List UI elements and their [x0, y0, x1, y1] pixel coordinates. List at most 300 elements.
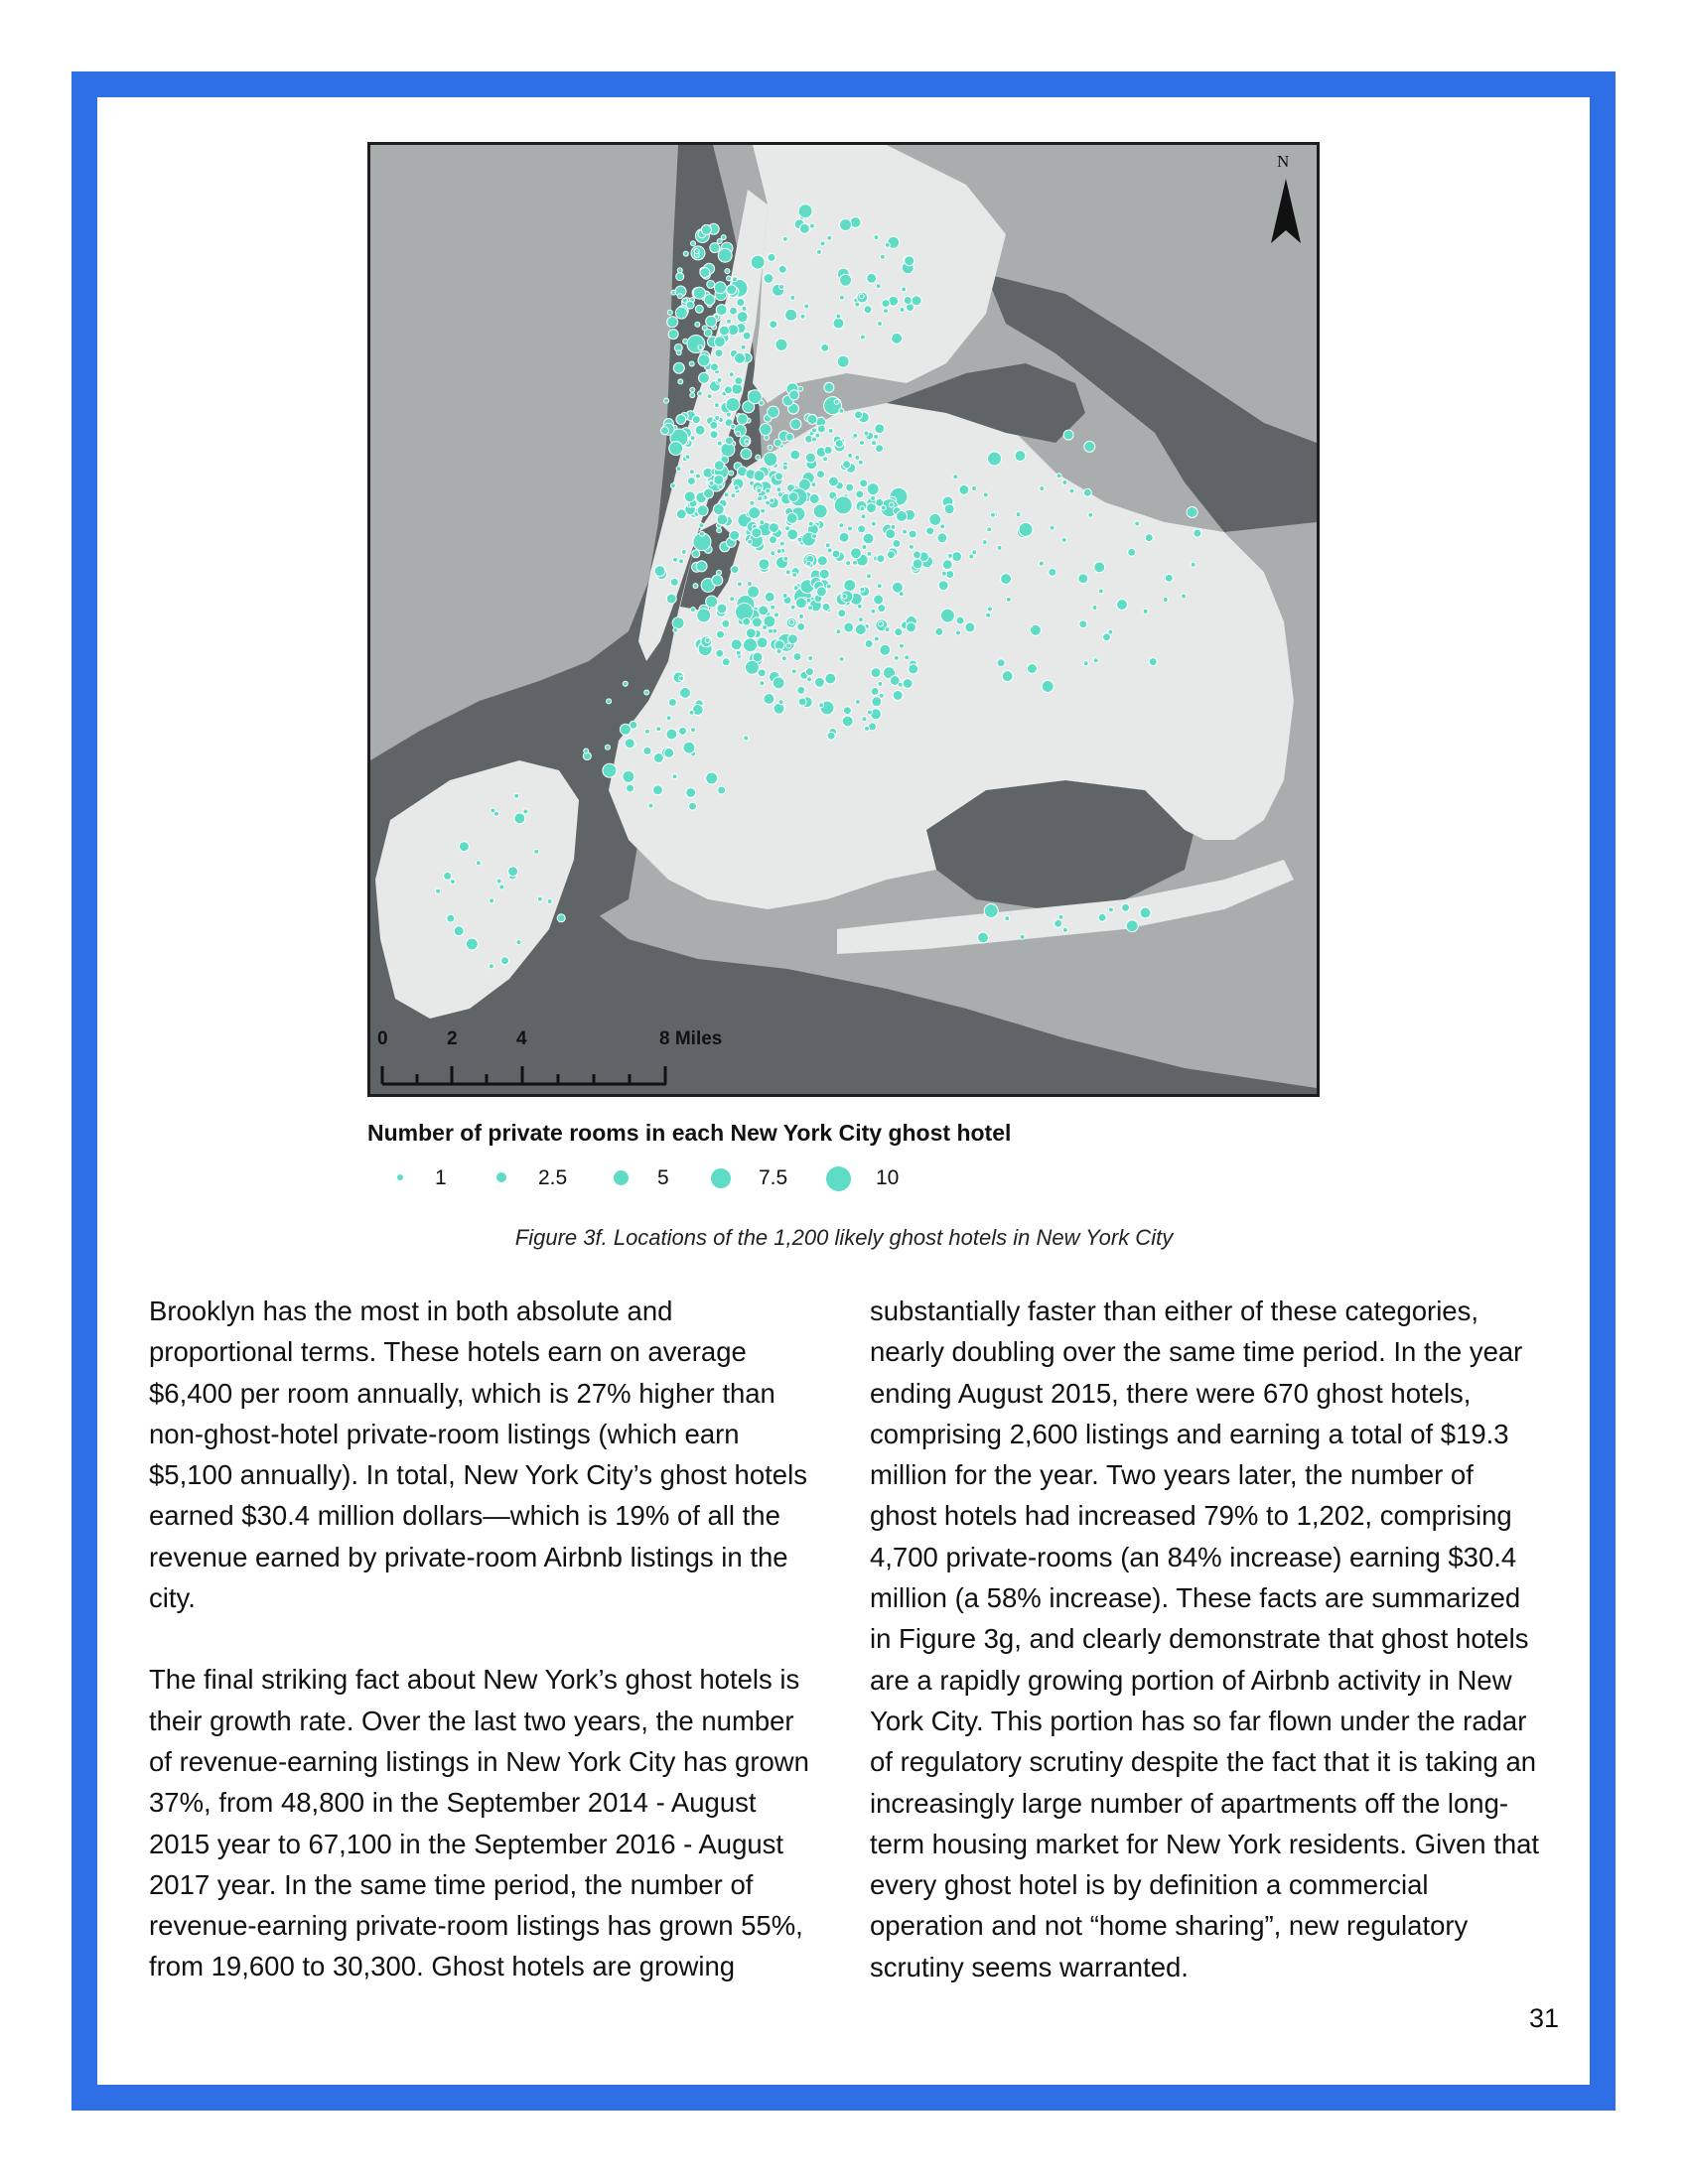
ghost-hotel-dot: [893, 540, 901, 548]
ghost-hotel-dot: [742, 306, 747, 311]
ghost-hotel-dot: [1092, 606, 1097, 611]
ghost-hotel-dot: [676, 415, 686, 425]
ghost-hotel-dot: [812, 534, 817, 539]
ghost-hotel-dot: [834, 496, 852, 514]
ghost-hotel-dot: [692, 550, 700, 558]
ghost-hotel-dot: [867, 273, 877, 283]
ghost-hotel-dot: [729, 471, 734, 476]
ghost-hotel-dot: [1020, 934, 1025, 939]
ghost-hotel-dot: [717, 604, 727, 614]
ghost-hotel-dot: [912, 296, 921, 306]
ghost-hotel-dot: [697, 609, 711, 622]
ghost-hotel-dot: [747, 582, 752, 587]
ghost-hotel-dot: [769, 628, 774, 633]
ghost-hotel-dot: [680, 687, 691, 698]
ghost-hotel-dot: [1005, 916, 1010, 921]
ghost-hotel-dot: [690, 393, 695, 398]
ghost-hotel-dot: [874, 235, 879, 240]
ghost-hotel-dot: [759, 400, 764, 405]
legend-title: Number of private rooms in each New York City ghost hotel: [367, 1120, 1012, 1146]
ghost-hotel-dot: [988, 607, 993, 612]
ghost-hotel-dot: [717, 441, 722, 446]
legend-dot-icon: [826, 1166, 851, 1191]
legend-label: 2.5: [538, 1166, 568, 1189]
ghost-hotel-dot: [795, 598, 806, 609]
ghost-hotel-dot: [1078, 574, 1088, 584]
ghost-hotel-dot: [1108, 907, 1113, 912]
ghost-hotel-dot: [764, 694, 774, 705]
ghost-hotel-dot: [666, 729, 677, 740]
ghost-hotel-dot: [959, 484, 969, 494]
ghost-hotel-dot: [744, 638, 758, 652]
ghost-hotel-dot: [991, 512, 996, 517]
ghost-hotel-dot: [743, 617, 751, 625]
ghost-hotel-dot: [687, 478, 695, 485]
ghost-hotel-dot: [727, 276, 732, 281]
ghost-hotel-dot: [892, 333, 903, 343]
ghost-hotel-dot: [833, 318, 844, 329]
ghost-hotel-dot: [825, 543, 830, 548]
ghost-hotel-dot: [1027, 664, 1037, 674]
ghost-hotel-dot: [1062, 480, 1067, 485]
ghost-hotel-dot: [808, 656, 813, 661]
ghost-hotel-dot: [697, 391, 702, 396]
ghost-hotel-dot: [865, 726, 870, 731]
ghost-hotel-dot: [837, 355, 849, 367]
ghost-hotel-dot: [766, 488, 771, 493]
ghost-hotel-dot: [1079, 620, 1087, 628]
ghost-hotel-dot: [749, 507, 761, 519]
ghost-hotel-dot: [828, 477, 838, 486]
ghost-hotel-dot: [880, 254, 885, 259]
ghost-hotel-dot: [840, 274, 852, 286]
ghost-hotel-dot: [648, 803, 653, 808]
ghost-hotel-dot: [690, 436, 695, 441]
ghost-hotel-dot: [501, 957, 509, 965]
ghost-hotel-dot: [676, 273, 684, 281]
ghost-hotel-dot: [584, 749, 589, 753]
ghost-hotel-dot: [721, 235, 726, 240]
ghost-hotel-dot: [726, 398, 740, 412]
ghost-hotel-dot: [846, 561, 851, 566]
ghost-hotel-dot: [855, 700, 860, 705]
ghost-hotel-dot: [664, 398, 669, 403]
ghost-hotel-dot: [855, 411, 863, 419]
ghost-hotel-dot: [735, 377, 743, 385]
ghost-hotel-dot: [779, 541, 784, 546]
ghost-hotel-dot: [775, 473, 783, 480]
ghost-hotel-dot: [867, 710, 872, 715]
ghost-hotel-dot: [827, 548, 832, 553]
ghost-hotel-dot: [860, 441, 865, 446]
ghost-hotel-dot: [683, 742, 695, 753]
ghost-hotel-dot: [731, 493, 736, 498]
ghost-hotel-dot: [725, 269, 730, 274]
ghost-hotel-dot: [717, 514, 728, 525]
ghost-hotel-dot: [447, 914, 455, 922]
paragraph: The final striking fact about New York’s ghost hotels is their growth rate. Over the last two years, the number of revenue-earning listings in New York City has grown 37%, from 48,800 in the September 2014 - August 2015 year to 67,100 in the September 2016 - August 2017 year. In the same time period, the number of revenue-earning private-room listings has grown 55%, from 19,600 to 30,300. Ghost hotels are growing: [149, 1664, 809, 1982]
ghost-hotel-dot: [871, 495, 876, 500]
ghost-hotel-dot: [805, 668, 813, 676]
scale-bar-labels: [377, 1028, 774, 1058]
ghost-hotel-dot: [828, 429, 833, 434]
ghost-hotel-dot: [826, 584, 831, 589]
ghost-hotel-dot: [1039, 561, 1044, 566]
ghost-hotel-dot: [1019, 522, 1033, 536]
ghost-hotel-dot: [698, 354, 710, 366]
ghost-hotel-dot: [689, 710, 694, 715]
ghost-hotel-dot: [790, 419, 801, 430]
ghost-hotel-dot: [692, 416, 700, 424]
ghost-hotel-dot: [1122, 903, 1130, 911]
ghost-hotel-dot: [693, 287, 705, 299]
ghost-hotel-dot: [813, 504, 827, 518]
ghost-hotel-dot: [678, 379, 683, 384]
ghost-hotel-dot: [1001, 574, 1012, 585]
ghost-hotel-dot: [732, 277, 737, 282]
ghost-hotel-dot: [730, 597, 735, 602]
ghost-hotel-dot: [695, 322, 700, 327]
ghost-hotel-dot: [855, 302, 860, 307]
ghost-hotel-dot: [785, 570, 790, 575]
ghost-hotel-dot: [889, 502, 894, 507]
ghost-hotel-dot: [875, 424, 885, 434]
scale-label: 0: [377, 1028, 388, 1049]
ghost-hotel-dot: [732, 383, 743, 394]
ghost-hotel-dot: [750, 500, 755, 505]
ghost-hotel-dot: [982, 540, 987, 545]
ghost-hotel-dot: [856, 490, 864, 498]
ghost-hotel-dot: [697, 505, 708, 516]
ghost-hotel-dot: [839, 523, 844, 528]
ghost-hotel-dot: [735, 352, 746, 363]
ghost-hotel-dot: [770, 498, 774, 503]
ghost-hotel-dot: [669, 442, 683, 456]
ghost-hotel-dot: [746, 628, 756, 638]
ghost-hotel-dot: [690, 608, 695, 613]
ghost-hotel-dot: [836, 629, 841, 634]
ghost-hotel-dot: [752, 528, 762, 538]
ghost-hotel-dot: [893, 690, 903, 700]
ghost-hotel-dot: [871, 521, 876, 526]
ghost-hotel-dot: [1098, 589, 1103, 594]
ghost-hotel-dot: [731, 639, 742, 650]
ghost-hotel-dot: [885, 627, 890, 632]
ghost-hotel-dot: [737, 299, 745, 307]
ghost-hotel-dot: [965, 622, 975, 632]
ghost-hotel-dot: [771, 551, 775, 556]
ghost-hotel-dot: [1143, 609, 1148, 614]
ghost-hotel-dot: [882, 300, 890, 308]
ghost-hotel-dot: [903, 679, 913, 689]
ghost-hotel-dot: [872, 697, 882, 707]
ghost-hotel-dot: [679, 676, 684, 681]
ghost-hotel-dot: [822, 603, 830, 611]
ghost-hotel-dot: [817, 471, 825, 478]
ghost-hotel-dot: [842, 716, 853, 727]
ghost-hotel-dot: [666, 594, 676, 604]
ghost-hotel-dot: [789, 619, 794, 624]
ghost-hotel-dot: [741, 344, 746, 349]
ghost-hotel-dot: [682, 298, 687, 303]
ghost-hotel-dot: [709, 480, 714, 485]
ghost-hotel-dot: [490, 898, 494, 903]
ghost-hotel-dot: [790, 295, 795, 300]
ghost-hotel-dot: [444, 872, 452, 880]
ghost-hotel-dot: [938, 581, 948, 591]
ghost-hotel-dot: [668, 699, 676, 707]
ghost-hotel-dot: [811, 482, 816, 487]
ghost-hotel-dot: [664, 748, 674, 757]
ghost-hotel-dot: [653, 785, 663, 795]
ghost-hotel-dot: [1194, 529, 1201, 537]
ghost-hotel-dot: [706, 596, 718, 608]
ghost-hotel-dot: [926, 527, 934, 535]
ghost-hotel-dot: [878, 605, 886, 613]
ghost-hotel-dot: [771, 605, 775, 610]
ghost-hotel-dot: [1049, 568, 1056, 576]
ghost-hotel-dot: [785, 309, 797, 321]
ghost-hotel-dot: [956, 616, 964, 624]
ghost-hotel-dot: [717, 570, 722, 575]
ghost-hotel-dot: [1084, 441, 1095, 452]
ghost-hotel-dot: [804, 304, 809, 309]
ghost-hotel-dot: [876, 498, 884, 506]
figure-caption: Figure 3f. Locations of the 1,200 likely ghost hotels in New York City: [514, 1225, 1174, 1250]
ghost-hotel-dot: [838, 610, 846, 617]
ghost-hotel-dot: [656, 727, 661, 732]
ghost-hotel-dot: [874, 595, 884, 605]
ghost-hotel-dot: [862, 545, 867, 550]
ghost-hotel-dot: [840, 219, 852, 231]
ghost-hotel-dot: [722, 658, 730, 666]
ghost-hotel-dot: [823, 457, 828, 462]
ghost-hotel-dot: [905, 256, 914, 266]
scale-label: 4: [516, 1028, 527, 1049]
ghost-hotel-dot: [774, 439, 781, 447]
ghost-hotel-dot: [1093, 658, 1098, 663]
ghost-hotel-dot: [661, 427, 669, 435]
ghost-hotel-dot: [867, 503, 877, 513]
ghost-hotel-dot: [788, 492, 798, 502]
ghost-hotel-dot: [778, 700, 783, 705]
ghost-hotel-dot: [858, 525, 866, 533]
ghost-hotel-dot: [858, 617, 863, 622]
ghost-hotel-dot: [757, 488, 762, 493]
ghost-hotel-dot: [1135, 521, 1140, 526]
ghost-hotel-dot: [769, 523, 778, 533]
ghost-hotel-dot: [848, 526, 853, 531]
ghost-hotel-dot: [508, 867, 518, 877]
ghost-hotel-dot: [876, 284, 881, 289]
ghost-hotel-dot: [1098, 913, 1106, 921]
ghost-hotel-dot: [807, 677, 812, 682]
ghost-hotel-dot: [1061, 537, 1066, 542]
legend-dot-icon: [496, 1172, 506, 1182]
ghost-hotel-dot: [798, 386, 803, 391]
ghost-hotel-dot: [534, 849, 539, 854]
ghost-hotel-dot: [715, 416, 720, 421]
scale-label: 8 Miles: [659, 1028, 723, 1049]
ghost-hotel-dot: [809, 493, 819, 503]
ghost-hotel-dot: [941, 571, 946, 576]
ghost-hotel-dot: [782, 236, 787, 241]
ghost-hotel-dot: [514, 813, 525, 824]
ghost-hotel-dot: [789, 390, 799, 400]
ghost-hotel-dot: [900, 308, 905, 313]
ghost-hotel-dot: [717, 377, 722, 382]
ghost-hotel-dot: [1050, 525, 1055, 530]
ghost-hotel-dot: [1083, 488, 1091, 496]
ghost-hotel-dot: [625, 739, 634, 749]
ghost-hotel-dot: [670, 483, 675, 488]
ghost-hotel-dot: [768, 445, 773, 450]
ghost-hotel-dot: [667, 317, 678, 328]
ghost-hotel-dot: [748, 586, 760, 598]
ghost-hotel-dot: [724, 386, 732, 394]
ghost-hotel-dot: [855, 624, 866, 635]
ghost-hotel-dot: [676, 350, 681, 355]
ghost-hotel-dot: [700, 531, 705, 536]
ghost-hotel-dot: [952, 552, 962, 562]
ghost-hotel-dot: [807, 414, 817, 424]
ghost-hotel-dot: [860, 479, 868, 487]
ghost-hotel-dot: [874, 434, 879, 439]
ghost-hotel-dot: [786, 643, 791, 648]
ghost-hotel-dot: [799, 614, 804, 618]
ghost-hotel-dot: [710, 431, 718, 439]
ghost-hotel-dot: [713, 504, 724, 515]
ghost-hotel-dot: [853, 433, 858, 438]
ghost-hotel-dot: [997, 545, 1002, 550]
page-number: 31: [1529, 2003, 1560, 2033]
ghost-hotel-dot: [459, 842, 469, 852]
ghost-hotel-dot: [644, 690, 649, 695]
ghost-hotel-dot: [673, 627, 678, 632]
legend-label: 1: [435, 1166, 447, 1189]
ghost-hotel-dot: [937, 533, 947, 543]
ghost-hotel-dot: [1163, 598, 1168, 603]
ghost-hotel-dot: [476, 861, 481, 866]
ghost-hotel-dot: [1016, 512, 1021, 517]
ghost-hotel-dot: [956, 630, 961, 635]
ghost-hotel-dot: [836, 314, 841, 319]
ghost-hotel-dot: [797, 686, 805, 694]
ghost-hotel-dot: [1088, 512, 1093, 517]
ghost-hotel-dot: [877, 555, 885, 563]
ghost-hotel-dot: [902, 287, 907, 292]
ghost-hotel-dot: [839, 295, 844, 300]
ghost-hotel-dot: [905, 655, 910, 660]
ghost-hotel-dot: [791, 669, 796, 674]
ghost-hotel-dot: [782, 594, 787, 599]
ghost-hotel-dot: [727, 319, 732, 324]
ghost-hotel-dot: [953, 475, 958, 479]
ghost-hotel-dot: [821, 343, 829, 351]
ghost-hotel-dot: [653, 753, 663, 763]
ghost-hotel-dot: [860, 587, 865, 592]
ghost-hotel-dot: [1128, 548, 1136, 556]
ghost-hotel-dot: [846, 483, 854, 491]
ghost-hotel-dot: [754, 471, 765, 481]
scale-bar: [380, 1062, 678, 1088]
ghost-hotel-dot: [798, 205, 812, 218]
ghost-hotel-dot: [726, 412, 731, 417]
ghost-hotel-dot: [679, 727, 687, 735]
legend-label: 5: [657, 1166, 669, 1189]
ghost-hotel-dot: [677, 268, 682, 273]
ghost-hotel-dot: [815, 433, 820, 438]
ghost-hotel-dot: [898, 682, 903, 687]
ghost-hotel-dot: [858, 460, 863, 465]
ghost-hotel-dot: [899, 592, 904, 597]
ghost-hotel-dot: [764, 274, 774, 284]
ghost-hotel-dot: [827, 235, 832, 240]
ghost-hotel-dot: [644, 729, 649, 734]
ghost-hotel-dot: [790, 450, 800, 460]
ghost-hotel-dot: [799, 223, 809, 233]
ghost-hotel-dot: [909, 530, 916, 538]
ghost-hotel-dot: [884, 309, 889, 314]
ghost-hotel-dot: [1165, 574, 1173, 582]
ghost-hotel-dot: [724, 492, 729, 497]
ghost-hotel-dot: [887, 551, 895, 559]
ghost-hotel-dot: [785, 526, 790, 531]
ghost-hotel-dot: [872, 441, 877, 446]
ghost-hotel-dot: [714, 461, 724, 471]
ghost-hotel-dot: [874, 636, 879, 641]
ghost-hotel-dot: [748, 539, 753, 544]
ghost-hotel-dot: [1117, 600, 1128, 611]
ghost-hotel-dot: [782, 466, 787, 471]
ghost-hotel-dot: [842, 594, 847, 599]
ghost-hotel-dot: [714, 337, 725, 347]
ghost-hotel-dot: [809, 223, 814, 228]
ghost-hotel-dot: [763, 625, 768, 630]
ghost-hotel-dot: [737, 582, 742, 587]
ghost-hotel-dot: [760, 681, 765, 686]
ghost-hotel-dot: [684, 491, 695, 502]
ghost-hotel-dot: [1145, 534, 1153, 542]
ghost-hotel-dot: [997, 659, 1005, 667]
ghost-hotel-dot: [843, 461, 851, 469]
ghost-hotel-dot: [514, 793, 519, 798]
ghost-hotel-dot: [819, 703, 824, 708]
ghost-hotel-dot: [676, 467, 681, 472]
ghost-hotel-dot: [800, 314, 805, 319]
ghost-hotel-dot: [835, 440, 843, 448]
ghost-hotel-dot: [693, 584, 698, 589]
ghost-hotel-dot: [623, 770, 634, 782]
ghost-hotel-dot: [715, 349, 723, 357]
ghost-hotel-dot: [844, 580, 856, 592]
ghost-hotel-dot: [695, 425, 705, 435]
ghost-hotel-dot: [940, 609, 954, 622]
ghost-hotel-dot: [947, 553, 952, 558]
ghost-hotel-dot: [863, 533, 874, 544]
ghost-hotel-dot: [751, 255, 765, 269]
ghost-hotel-dot: [704, 295, 715, 306]
ghost-hotel-dot: [760, 520, 765, 525]
ghost-hotel-dot: [814, 677, 824, 687]
ghost-hotel-dot: [436, 888, 441, 893]
ghost-hotel-dot: [707, 394, 712, 399]
ghost-hotel-dot: [793, 586, 798, 591]
ghost-hotel-dot: [779, 285, 784, 290]
ghost-hotel-dot: [683, 251, 688, 256]
ghost-hotel-dot: [666, 716, 671, 721]
ghost-hotel-dot: [765, 592, 774, 602]
